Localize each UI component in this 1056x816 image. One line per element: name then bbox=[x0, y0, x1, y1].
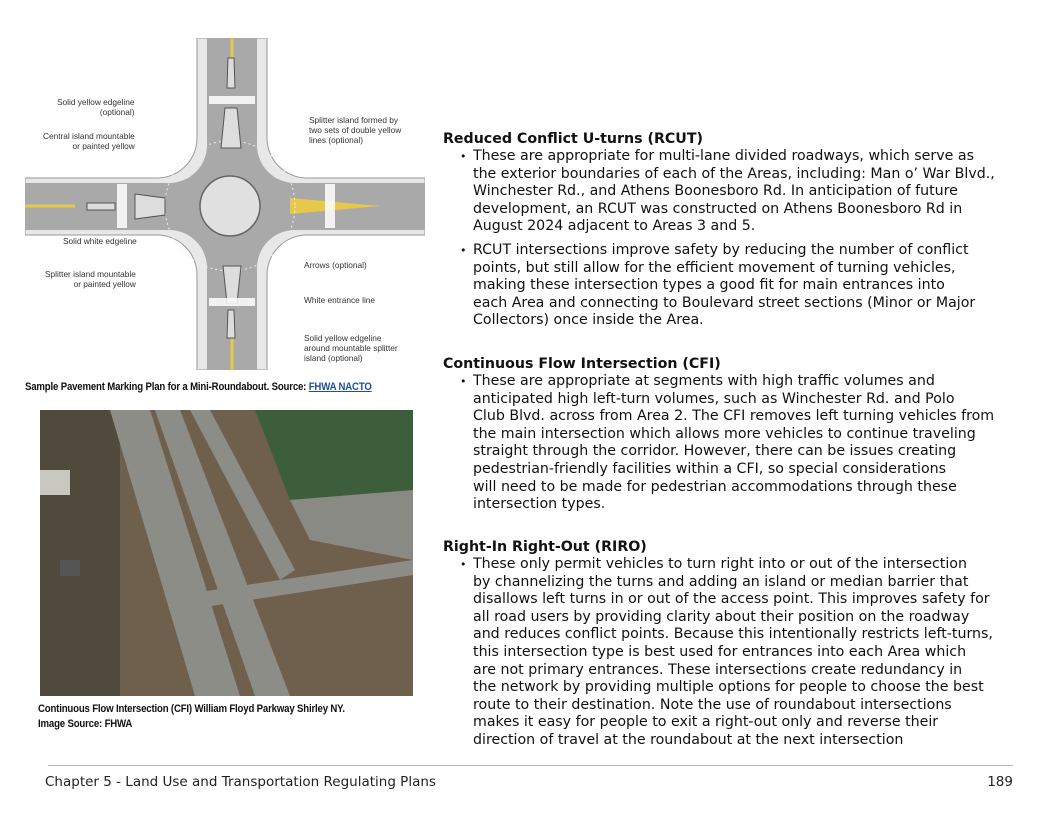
label-arrows: Arrows (optional) bbox=[304, 260, 367, 270]
label-solid-white-edgeline: Solid white edgeline bbox=[63, 236, 137, 246]
label-solid-yellow-edgeline: Solid yellow edgeline (optional) bbox=[57, 97, 135, 117]
caption-text: Sample Pavement Marking Plan for a Mini-Roundabout. Source: bbox=[25, 381, 309, 393]
rcut-bullet: • RCUT intersections improve safety by reducing the number of conflict points, but still allow for the efficient movement of turning vehicles, making these intersection types a good fit for main entrances into each Area and connecting to Boulevard street sections (Minor or Major Collectors) once inside the Area. bbox=[443, 242, 1023, 330]
label-central-island: Central island mountable or painted yellow bbox=[43, 131, 135, 151]
cfi-caption-line2: Image Source: FHWA bbox=[38, 718, 133, 730]
label-splitter-island: Splitter island mountable or painted yellow bbox=[45, 269, 136, 289]
label-white-entrance-line: White entrance line bbox=[304, 295, 376, 305]
footer-chapter: Chapter 5 - Land Use and Transportation Regulating Plans bbox=[45, 774, 436, 790]
section-cfi bbox=[443, 355, 1023, 520]
label-splitter-edgeline: Solid yellow edgeline around mountable splitter island (optional) bbox=[304, 333, 398, 363]
riro-bullet: • These only permit vehicles to turn right into or out of the intersection by channelizing the turns and adding an island or median barrier that disallows left turns in or out of the access point. This improves safety for all road users by providing clarity about their position on the roadway and reduces conflict points. Because this intentionally restricts left-turns, this intersection type is best used for entrances into each Area which are not primary entrances. These intersections create redundancy in the network by providing multiple options for people to choose the best route to their destination. Note the use of roundabout intersections makes it easy for people to exit a right-out only and reverse their direction of travel at the roundabout at the next intersection bbox=[443, 556, 1023, 750]
rcut-heading: Reduced Conflict U-turns (RCUT) bbox=[443, 131, 703, 147]
cfi-caption-line1: Continuous Flow Intersection (CFI) William Floyd Parkway Shirley NY. bbox=[38, 703, 345, 715]
roundabout-caption bbox=[25, 380, 372, 395]
cfi-aerial-photo bbox=[40, 410, 413, 696]
riro-heading: Right-In Right-Out (RIRO) bbox=[443, 539, 647, 555]
fhwa-nacto-link[interactable]: FHWA NACTO bbox=[308, 381, 372, 393]
page-number: 189 bbox=[987, 774, 1013, 790]
section-riro bbox=[443, 538, 1023, 756]
aerial-image bbox=[40, 410, 413, 696]
mini-roundabout-diagram bbox=[25, 38, 425, 370]
footer-divider bbox=[48, 765, 1013, 766]
section-rcut bbox=[443, 130, 1023, 336]
roundabout-drawing bbox=[25, 38, 425, 370]
cfi-bullet: • These are appropriate at segments with high traffic volumes and anticipated high left-turn volumes, such as Winchester Rd. and Polo Club Blvd. across from Area 2. The CFI removes left turning vehicles from the main intersection which allows more vehicles to continue traveling straight through the corridor. However, there can be issues creating pedestrian-friendly facilities within a CFI, so special considerations will need to be made for pedestrian accommodations through these intersection types. bbox=[443, 373, 1023, 514]
rcut-bullet: • These are appropriate for multi-lane divided roadways, which serve as the exterior boundaries of each of the Areas, including: Man o’ War Blvd., Winchester Rd., and Athens Boonesboro Rd. In anticipation of future development, an RCUT was constructed on Athens Boonesboro Rd in August 2024 adjacent to Areas 3 and 5. bbox=[443, 148, 1023, 236]
label-splitter-double-yellow: Splitter island formed by two sets of double yellow lines (optional) bbox=[309, 115, 402, 145]
cfi-caption bbox=[38, 702, 345, 732]
cfi-heading: Continuous Flow Intersection (CFI) bbox=[443, 356, 721, 372]
